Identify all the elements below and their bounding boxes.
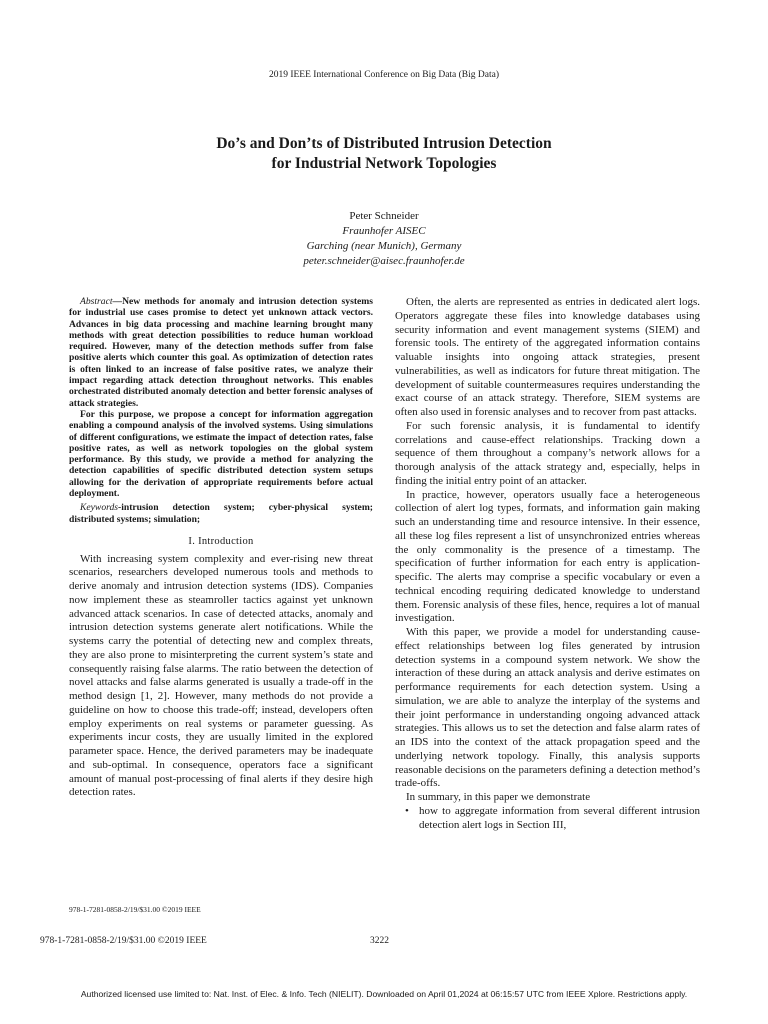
right-column — [395, 296, 700, 832]
right-paragraph-5: In summary, in this paper we demonstrate — [406, 791, 591, 803]
intro-paragraph-1: With increasing system complexity and ever-rising new threat scenarios, researchers developed numerous tools and methods to derive anomaly and intrusion detection systems (IDS). Companies now implement these as steamroller tactics against yet unknown advanced attack scenarios. In case of detected attacks, anomaly and intrusion detection systems generate alert notifications. While the systems carry the potential of detecting new and complex threats, they are also prone to misinterpreting the current system’s state and consequently raising false alarms. The ratio between the detection of novel attacks and false alarms generated is usually a trade-off in the method design [1, 2]. However, many methods do not provide a guideline on how to choose this trade-off; instead, developers often employ experiments on real systems or parameter guessing. As experiments incur costs, they are usually limited in the explored parameter space. Hence, the derived parameters may be inadequate and sub-optimal. In consequence, operators face a significant amount of manual post-processing of final alerts if they desire high detection rates. — [69, 552, 373, 799]
bullet-item-1 — [395, 805, 700, 833]
abstract-text-1: New methods for anomaly and intrusion detection systems for industrial use cases promise to detect yet unknown attack vectors. Advances in big data processing and machine learning brought many methods with great detection possibilities to reduce human workload required. However, many of the detection methods suffer from false positive alerts which counter this goal. As optimization of detection rates is often linked to an increase of false positive rates, we analyze their impact regarding attack detection throughout networks. This enables orchestrated distributed anomaly detection and better forensic analyses of attack strategies. — [69, 296, 373, 409]
abstract — [69, 296, 373, 499]
right-paragraph-2: For such forensic analysis, it is fundamental to identify correlations and cause-effect relationships. Tracking down a sequence of them throughout a company’s network allows for a thorough analysis of the attack strategy and, especially, helps in finding the initial entry point of an attacker. — [395, 419, 700, 487]
paper-title-line-1: Do’s and Don’ts of Distributed Intrusion Detection — [216, 135, 552, 152]
abstract-dash: — — [112, 296, 123, 307]
author-affiliation: Fraunhofer AISEC — [342, 225, 426, 237]
conference-header: 2019 IEEE International Conference on Big Data (Big Data) — [268, 70, 500, 80]
right-paragraph-4: With this paper, we provide a model for understanding cause-effect relationships between log files generated by intrusion detection systems in a compound system network. We show the interaction of these during an attack analysis and derive estimates on performance requirements for each detection system. Using a simulation, we are able to analyze the interplay of the systems and their joint performance in understanding ongoing advanced attack strategies. This allows us to set the detection and false alarm rates of an IDS into the context of the attack propagation speed and the underlying network topology. Finally, this analysis supports reasonable decisions on the parameters defining a detection method’s trade-offs. — [395, 626, 700, 790]
author-block — [0, 209, 768, 269]
author-email: peter.schneider@aisec.fraunhofer.de — [303, 255, 465, 267]
keywords-label: Keywords — [80, 502, 119, 514]
page-number: 3222 — [370, 936, 389, 946]
bullet-dot-icon: • — [405, 804, 409, 817]
keywords-text: -intrusion detection system; cyber-physical system; distributed systems; simulation; — [69, 502, 373, 525]
paper-title-line-2: for Industrial Network Topologies — [271, 155, 497, 172]
bullet-item-1-text: how to aggregate information from several different intrusion detection alert logs in Section III, — [419, 804, 700, 831]
keywords — [69, 502, 373, 525]
abstract-paragraph-2: For this purpose, we propose a concept for information aggregation enabling a compound analysis of the involved systems. Using simulations of different configurations, we estimate the impact of detection rates, false positive rates, as well as network topologies on the global system performance. By this study, we provide a method for analyzing the detection capabilities of specific distributed detection system setups allowing for the derivation of appropriate requirements before actual deployment. — [69, 408, 373, 500]
left-column — [69, 296, 373, 800]
right-paragraph-1: Often, the alerts are represented as entries in dedicated alert logs. Operators aggregate these files into knowledge databases using security information and event management systems (SIEM) and forensic tools. The entirety of the aggregated information contains valuable insights into ongoing attack strategies, present vulnerabilities, as well as indicators for future threat mitigation. The development of suitable countermeasures requires understanding the exact course of an attack strategy. Therefore, SIEM systems are often also used in forensic analyses and to recover from past attacks. — [395, 296, 700, 418]
paper-title — [0, 134, 768, 174]
copyright-notice-small: 978-1-7281-0858-2/19/$31.00 ©2019 IEEE — [69, 905, 201, 914]
right-paragraph-3: In practice, however, operators usually face a heterogeneous collection of alert log types, formats, and information gain making such an understanding time and resource intensive. In their essence, all these log files represent a list of unsynchronized entries whereas the only commonality is the presence of a timestamp. The specification of further information for each entry is application-specific. The alerts may comprise a specific vocabulary or even a technical encoding requiring dedicated knowledge to understand them. Forensic analysis of these files, hence, requires a lot of manual investigation. — [395, 488, 700, 625]
license-notice: Authorized licensed use limited to: Nat. Inst. of Elec. & Info. Tech (NIELIT). Downloaded on April 01,2024 at 06:15:57 UTC from IEEE Xplore. Restrictions apply. — [80, 989, 688, 999]
author-location: Garching (near Munich), Germany — [306, 240, 462, 252]
abstract-label: Abstract — [80, 296, 113, 307]
author-name: Peter Schneider — [349, 210, 419, 222]
section-heading-introduction: I. Introduction — [188, 535, 254, 547]
copyright-notice: 978-1-7281-0858-2/19/$31.00 ©2019 IEEE — [40, 936, 207, 946]
abstract-paragraph-1 — [69, 296, 373, 409]
